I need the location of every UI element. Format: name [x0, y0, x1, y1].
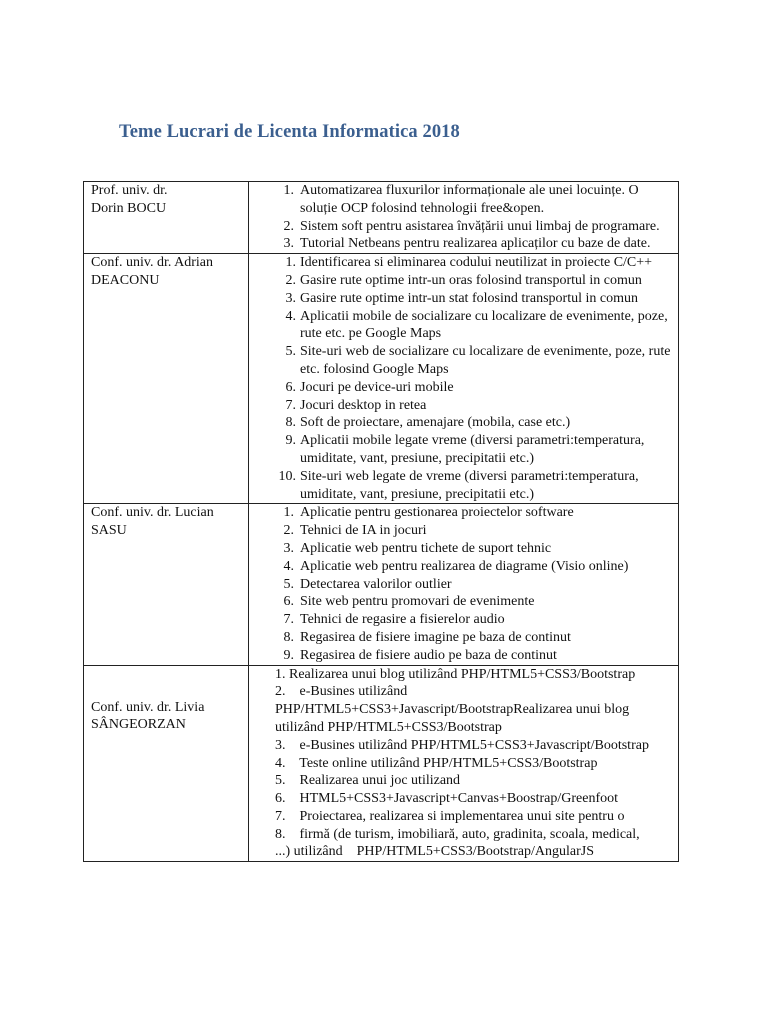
document-title: Teme Lucrari de Licenta Informatica 2018 — [119, 122, 460, 142]
list-item: 2. Gasire rute optime intr-un oras folosind transportul in comun — [285, 272, 642, 288]
professor-cell — [84, 182, 249, 254]
list-item: 9. Regasirea de fisiere audio pe baza de continut — [283, 647, 557, 663]
professor-cell — [84, 665, 249, 862]
professor-title: Conf. univ. dr. Livia — [91, 699, 205, 715]
table-row — [84, 254, 679, 504]
topic-line: PHP/HTML5+CSS3+Javascript/BootstrapRealizarea unui blog — [275, 702, 630, 718]
topics-cell — [249, 504, 679, 665]
list-item: 1. Identificarea si eliminarea codului neutilizat in proiecte C/C++ — [285, 255, 653, 271]
topic-text: Regasirea de fisiere audio pe baza de continut — [300, 647, 557, 663]
topic-text: Aplicatii mobile de socializare cu localizare de evenimente, poze, rute etc. pe Google Maps — [300, 308, 668, 342]
topic-text: Aplicatie web pentru tichete de suport tehnic — [300, 540, 552, 556]
list-item: 3. Gasire rute optime intr-un stat folosind transportul in comun — [285, 290, 638, 306]
list-item: 7. Tehnici de regasire a fisierelor audio — [283, 612, 505, 628]
list-item: 6. Site web pentru promovari de evenimente — [283, 594, 535, 610]
professor-title: Conf. univ. dr. Lucian — [91, 505, 214, 521]
topic-text: Identificarea si eliminarea codului neutilizat in proiecte C/C++ — [300, 255, 653, 271]
topic-line: 6. HTML5+CSS3+Javascript+Canvas+Boostrap/Greenfoot — [275, 791, 619, 807]
topic-text: Soft de proiectare, amenajare (mobila, case etc.) — [300, 415, 571, 431]
table-row — [84, 504, 679, 665]
list-item: 3. Aplicatie web pentru tichete de suport tehnic — [283, 540, 552, 556]
topic-text: Tehnici de regasire a fisierelor audio — [300, 612, 505, 628]
topic-text: Gasire rute optime intr-un stat folosind transportul in comun — [300, 290, 638, 306]
topic-text: Detectarea valorilor outlier — [300, 576, 452, 592]
topic-list — [249, 504, 678, 664]
topic-text: Gasire rute optime intr-un oras folosind transportul in comun — [300, 272, 642, 288]
list-item: 7. Jocuri desktop in retea — [285, 397, 427, 413]
list-item: 5. Detectarea valorilor outlier — [283, 576, 452, 592]
topic-text: Aplicatie pentru gestionarea proiectelor software — [300, 505, 574, 521]
professor-cell — [84, 254, 249, 504]
topic-text: Site-uri web de socializare cu localizare de evenimente, poze, rute etc. folosind Google Maps — [300, 344, 671, 377]
professor-name: DEACONU — [91, 272, 160, 288]
table-row — [84, 665, 679, 862]
topic-line: 5. Realizarea unui joc utilizand — [275, 773, 461, 789]
professor-title: Prof. univ. dr. — [91, 183, 168, 198]
topics-cell — [249, 665, 679, 862]
topics-table — [83, 181, 679, 862]
topic-text: Regasirea de fisiere imagine pe baza de continut — [300, 629, 571, 645]
topic-text: Aplicatii mobile legate vreme (diversi parametri:temperatura, umiditate, vant, presiune, precipitatii etc.) — [300, 433, 645, 466]
topic-line: 8. firmă (de turism, imobiliară, auto, gradinita, scoala, medical, — [275, 826, 640, 842]
topic-line: 3. e-Busines utilizând PHP/HTML5+CSS3+Javascript/Bootstrap — [275, 737, 649, 753]
list-item: 8. Soft de proiectare, amenajare (mobila, case etc.) — [285, 415, 571, 431]
topics-table-body — [84, 182, 679, 862]
list-item: 1. Aplicatie pentru gestionarea proiectelor software — [283, 505, 574, 521]
list-item: 2. Sistem soft pentru asistarea învățării unui limbaj de programare. — [283, 218, 660, 234]
professor-name: Dorin BOCU — [91, 200, 167, 216]
topic-text: Site web pentru promovari de evenimente — [300, 594, 535, 610]
topic-text: Site-uri web legate de vreme (diversi parametri:temperatura, umiditate, vant, presiune, precipitatii etc.) — [300, 468, 639, 502]
topic-text: Aplicatie web pentru realizarea de diagrame (Visio online) — [300, 558, 629, 574]
topic-text: Jocuri pe device-uri mobile — [300, 379, 454, 395]
professor-name: SÂNGEORZAN — [91, 717, 186, 733]
list-item: 1. Automatizarea fluxurilor informaționale ale unei locuințe. O soluție OCP folosind tehnologii free&open. — [283, 183, 639, 216]
list-item: 8. Regasirea de fisiere imagine pe baza de continut — [283, 629, 571, 645]
table-row — [84, 182, 679, 254]
topics-cell — [249, 182, 679, 254]
topic-text: Automatizarea fluxurilor informaționale ale unei locuințe. O soluție OCP folosind tehnologii free&open. — [300, 183, 639, 216]
list-item: 5. Site-uri web de socializare cu localizare de evenimente, poze, rute etc. folosind Google Maps — [285, 344, 671, 377]
topic-lines — [249, 666, 678, 862]
topic-line: 7. Proiectarea, realizarea si implementarea unui site pentru o — [275, 808, 625, 824]
list-item: 9. Aplicatii mobile legate vreme (diversi parametri:temperatura, umiditate, vant, presiune, precipitatii etc.) — [285, 433, 645, 466]
list-item: 2. Tehnici de IA in jocuri — [283, 523, 427, 539]
list-item: 4. Aplicatii mobile de socializare cu localizare de evenimente, poze, rute etc. pe Google Maps — [285, 308, 668, 342]
professor-name: SASU — [91, 523, 127, 539]
topic-line: utilizând PHP/HTML5+CSS3/Bootstrap — [275, 719, 502, 735]
topic-list — [249, 254, 678, 503]
topic-line: 2. e-Busines utilizând — [275, 684, 408, 700]
list-item: 4. Aplicatie web pentru realizarea de diagrame (Visio online) — [283, 558, 629, 574]
topic-line: 1. Realizarea unui blog utilizând PHP/HTML5+CSS3/Bootstrap — [275, 666, 636, 682]
topic-text: Jocuri desktop in retea — [300, 397, 427, 413]
professor-cell — [84, 504, 249, 665]
topic-line: ...) utilizând PHP/HTML5+CSS3/Bootstrap/AngularJS — [275, 844, 595, 860]
list-item: 3. Tutorial Netbeans pentru realizarea aplicaților cu baze de date. — [283, 236, 651, 252]
topic-text: Tehnici de IA in jocuri — [300, 523, 427, 539]
list-item: 6. Jocuri pe device-uri mobile — [285, 379, 454, 395]
list-item: 10. Site-uri web legate de vreme (diversi parametri:temperatura, umiditate, vant, presiune, precipitatii etc.) — [278, 468, 639, 502]
topic-text: Sistem soft pentru asistarea învățării unui limbaj de programare. — [300, 218, 660, 234]
topic-text: Tutorial Netbeans pentru realizarea aplicaților cu baze de date. — [300, 236, 651, 252]
topics-cell — [249, 254, 679, 504]
topic-list — [249, 182, 678, 253]
topic-line: 4. Teste online utilizând PHP/HTML5+CSS3/Bootstrap — [275, 755, 598, 771]
professor-title: Conf. univ. dr. Adrian — [91, 255, 213, 271]
